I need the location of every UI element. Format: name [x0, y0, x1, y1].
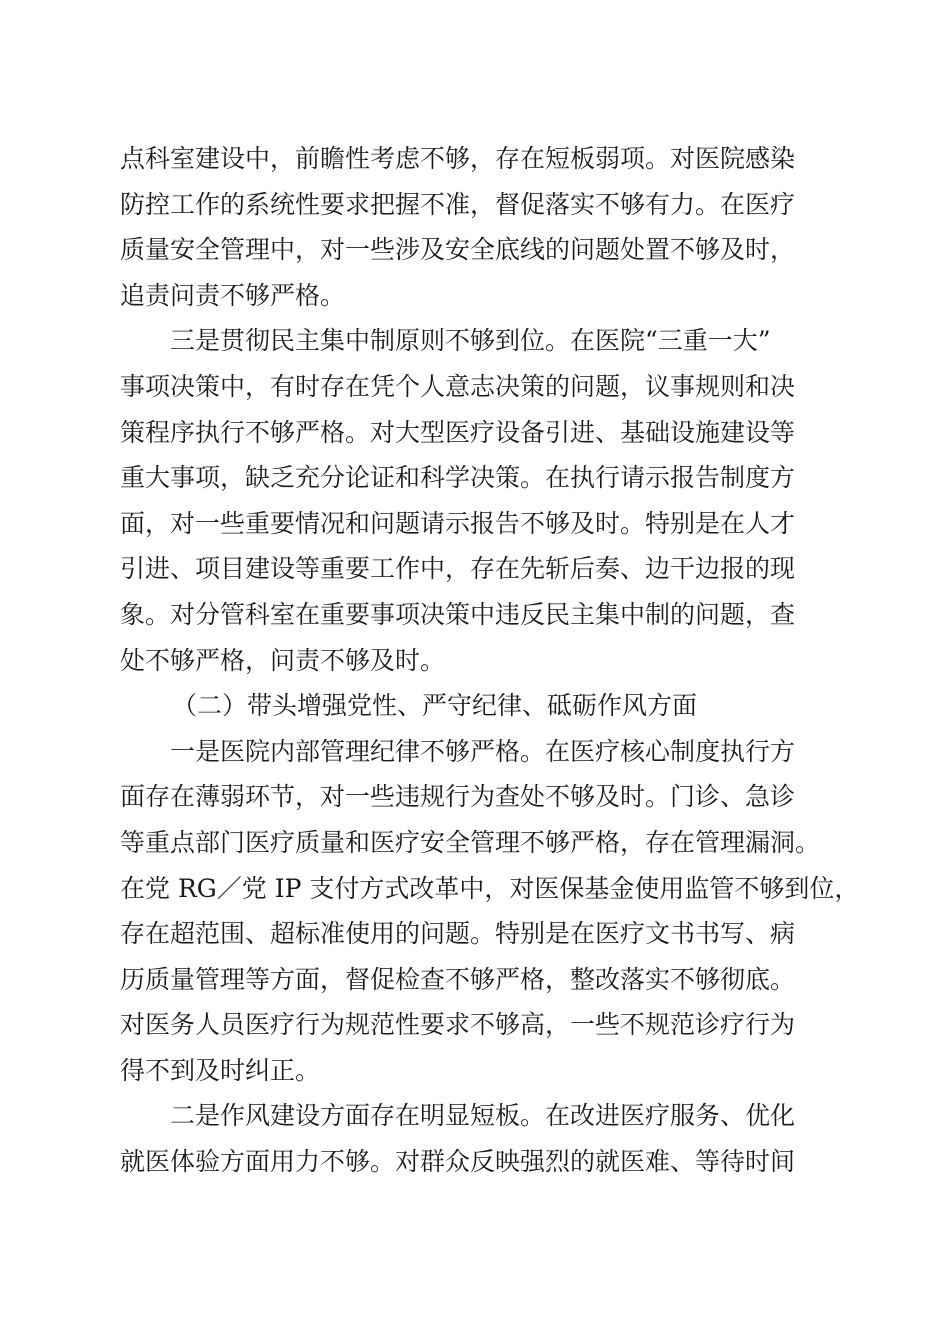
text-line: 防控工作的系统性要求把握不准，督促落实不够有力。在医疗 [120, 189, 796, 219]
document-body [120, 136, 860, 1185]
text-line: 事项决策中，有时存在凭个人意志决策的问题，议事规则和决 [120, 371, 796, 401]
text-line: 在党 RG／党 IP 支付方式改革中，对医保基金使用监管不够到位， [120, 873, 860, 903]
text-line: 对医务人员医疗行为规范性要求不够高，一些不规范诊疗行为 [120, 1010, 796, 1040]
text-line: 面存在薄弱环节，对一些违规行为查处不够及时。门诊、急诊 [120, 782, 796, 812]
text-line: 历质量管理等方面，督促检查不够严格，整改落实不够彻底。 [120, 964, 796, 994]
paragraph-start-line: 一是医院内部管理纪律不够严格。在医疗核心制度执行方 [170, 736, 796, 766]
section-heading: （二）带头增强党性、严守纪律、砥砺作风方面 [172, 691, 698, 721]
paragraph-start-line: 二是作风建设方面存在明显短板。在改进医疗服务、优化 [170, 1101, 796, 1131]
text-line: 追责问责不够严格。 [120, 280, 346, 310]
text-line: 就医体验方面用力不够。对群众反映强烈的就医难、等待时间 [120, 1147, 796, 1177]
text-line: 面，对一些重要情况和问题请示报告不够及时。特别是在人才 [120, 508, 796, 538]
text-line: 重大事项，缺乏充分论证和科学决策。在执行请示报告制度方 [120, 463, 796, 493]
text-line: 得不到及时纠正。 [120, 1055, 321, 1085]
text-line: 点科室建设中，前瞻性考虑不够，存在短板弱项。对医院感染 [120, 144, 796, 173]
paragraph-start-line: 三是贯彻民主集中制原则不够到位。在医院“三重一大” [170, 326, 771, 356]
text-line: 象。对分管科室在重要事项决策中违反民主集中制的问题，查 [120, 599, 796, 629]
text-line: 策程序执行不够严格。对大型医疗设备引进、基础设施建设等 [120, 417, 796, 447]
text-line: 等重点部门医疗质量和医疗安全管理不够严格，存在管理漏洞。 [120, 827, 821, 857]
text-line: 处不够严格，问责不够及时。 [120, 645, 446, 675]
text-line: 质量安全管理中，对一些涉及安全底线的问题处置不够及时， [120, 235, 796, 265]
text-line: 引进、项目建设等重要工作中，存在先斩后奏、边干边报的现 [120, 554, 796, 584]
text-line: 存在超范围、超标准使用的问题。特别是在医疗文书书写、病 [120, 919, 796, 949]
